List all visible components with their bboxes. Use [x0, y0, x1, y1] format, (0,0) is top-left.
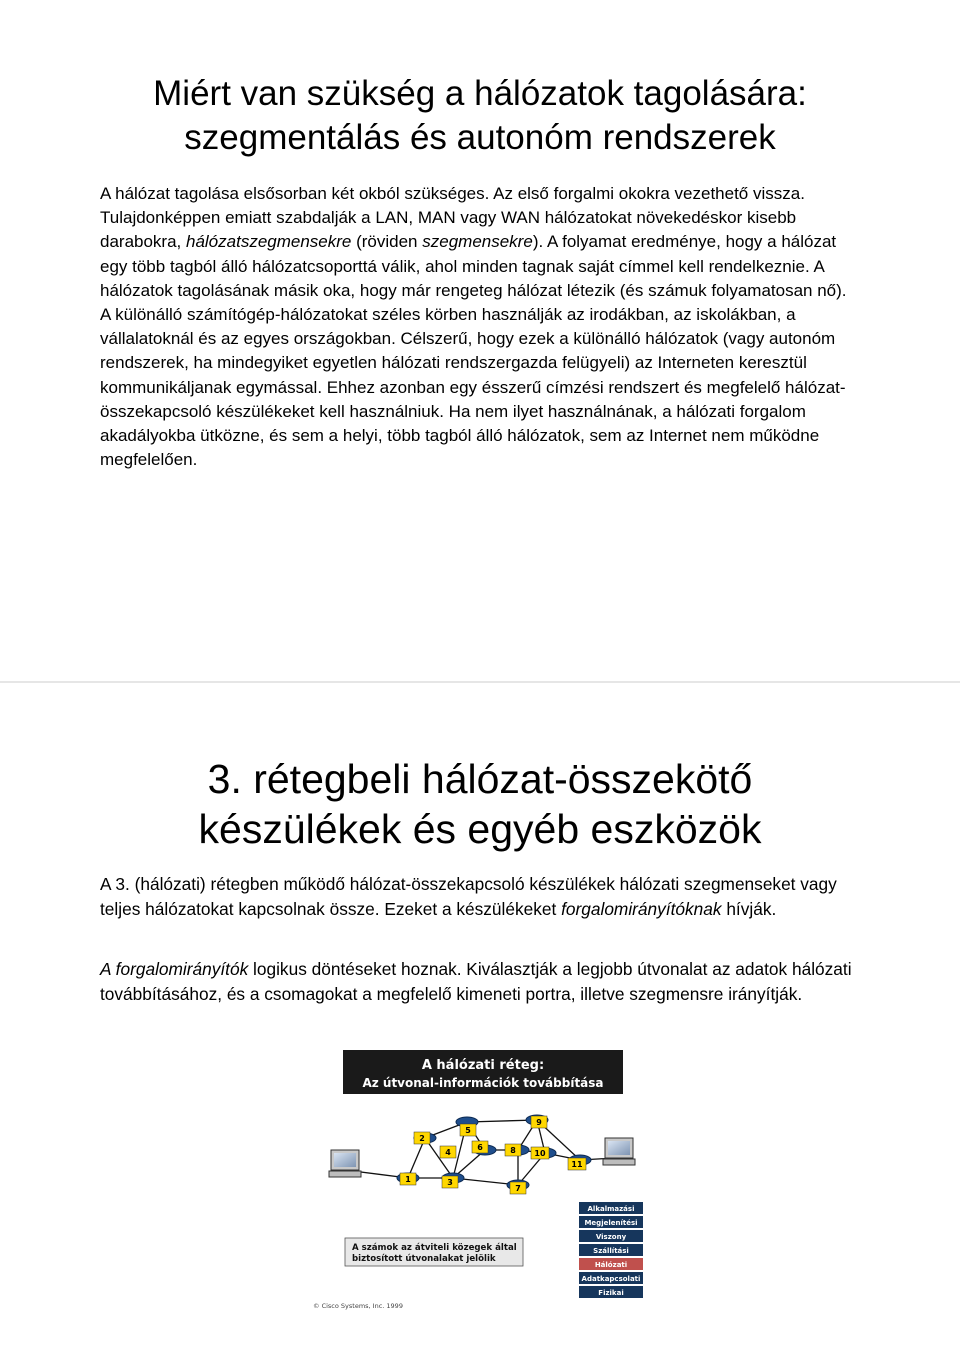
figure-title-line-1: A hálózati réteg:	[421, 1058, 545, 1073]
svg-text:6: 6	[477, 1143, 483, 1152]
slide-2-title-line-1: 3. rétegbeli hálózat-összekötő	[207, 756, 753, 802]
figure-title-line-2: Az útvonal-információk továbbítása	[362, 1076, 604, 1090]
slide-1-title-line-2: szegmentálás és autonóm rendszerek	[184, 118, 776, 157]
routers	[397, 1115, 591, 1190]
osi-layer-fizikai: Fizikai	[598, 1289, 624, 1297]
slide-2-title-line-2: készülékek és egyéb eszközök	[198, 806, 762, 852]
host-computer-right	[603, 1138, 635, 1165]
osi-layer-stack	[579, 1202, 643, 1298]
svg-text:3: 3	[447, 1178, 453, 1187]
osi-layer-szallitasi: Szállítási	[593, 1247, 629, 1255]
osi-layer-megjelenitesi: Megjelenítési	[584, 1219, 638, 1227]
svg-text:2: 2	[419, 1134, 425, 1143]
svg-text:4: 4	[445, 1148, 451, 1157]
osi-layer-viszony: Viszony	[595, 1233, 627, 1241]
svg-text:7: 7	[515, 1184, 521, 1193]
host-computer-left	[329, 1150, 361, 1177]
slide-divider	[0, 681, 960, 683]
osi-layer-alkalmazasi: Alkalmazási	[587, 1205, 635, 1213]
svg-text:9: 9	[536, 1118, 542, 1127]
osi-layer-halozati: Hálózati	[594, 1261, 628, 1269]
slide-1-title	[100, 72, 860, 160]
osi-layer-adatkapcsolati: Adatkapcsolati	[581, 1275, 641, 1283]
svg-text:8: 8	[510, 1146, 516, 1155]
network-layer-diagram	[305, 1050, 655, 1312]
figure-caption-line-1: A számok az átviteli közegek által	[352, 1243, 517, 1253]
slide-2-paragraph-1: A 3. (hálózati) rétegben működő hálózat-összekapcsoló készülékek hálózati szegmenseket vagy teljes hálózatokat kapcsolnak össze. Ezeket a készülékeket forgalomirányítóknak hívják.	[100, 874, 837, 919]
term-a-forgalomiranyitok: A forgalomirányítók	[100, 959, 249, 979]
svg-text:10: 10	[534, 1149, 546, 1158]
svg-text:11: 11	[571, 1160, 583, 1169]
slide-2-paragraph-2: A forgalomirányítók logikus döntéseket hoznak. Kiválasztják a legjobb útvonalat az adatok hálózati továbbításához, és a csomagokat a megfelelő kimeneti portra, illetve szegmensre irányítják.	[100, 959, 852, 1004]
term-halozatszegmensek: hálózatszegmensekre	[186, 232, 352, 252]
svg-text:1: 1	[405, 1175, 411, 1184]
term-szegmensek: szegmensekre	[422, 232, 533, 252]
svg-text:5: 5	[465, 1126, 471, 1135]
term-forgalomiranyitok: forgalomirányítóknak	[561, 898, 722, 919]
figure-copyright: © Cisco Systems, Inc. 1999	[313, 1302, 403, 1310]
slide-1-body: A hálózat tagolása elsősorban két okból szükséges. Az első forgalmi okokra vezethető vissza. Tulajdonképpen emiatt szabdalják a LAN, MAN vagy WAN hálózatokat növekedéskor kisebb darabokra, hálózatszegmensekre (röviden szegmensekre). A folyamat eredménye, hogy a hálózat egy több tagból álló hálózatcsoporttá válik, ahol minden tagnak saját címmel kell rendelkeznie. A hálózatok tagolásának másik oka, hogy már rengeteg hálózat létezik (és számuk folyamatosan nő). A különálló számítógép-hálózatokat széles körben használják az irodákban, az iskolákban, a vállalatoknál és az egyes országokban. Célszerű, hogy ezek a különálló hálózatok (vagy autonóm rendszerek, ha mindegyiket egyetlen hálózati rendszergazda felügyeli) az Interneten keresztül kommunikáljanak egymással. Ehhez azonban egy ésszerű címzési rendszert és megfelelő hálózat-összekapcsoló készülékeket kell használniuk. Ha nem ilyet használnának, a hálózati forgalom akadályokba ütközne, és sem a helyi, több tagból álló hálózatok, sem az Internet nem működne megfelelően.	[100, 184, 847, 470]
figure-caption-line-2: biztosított útvonalakat jelölik	[352, 1254, 496, 1264]
slide-2-title	[100, 754, 860, 854]
slide-1-title-line-1: Miért van szükség a hálózatok tagolására:	[153, 74, 807, 113]
